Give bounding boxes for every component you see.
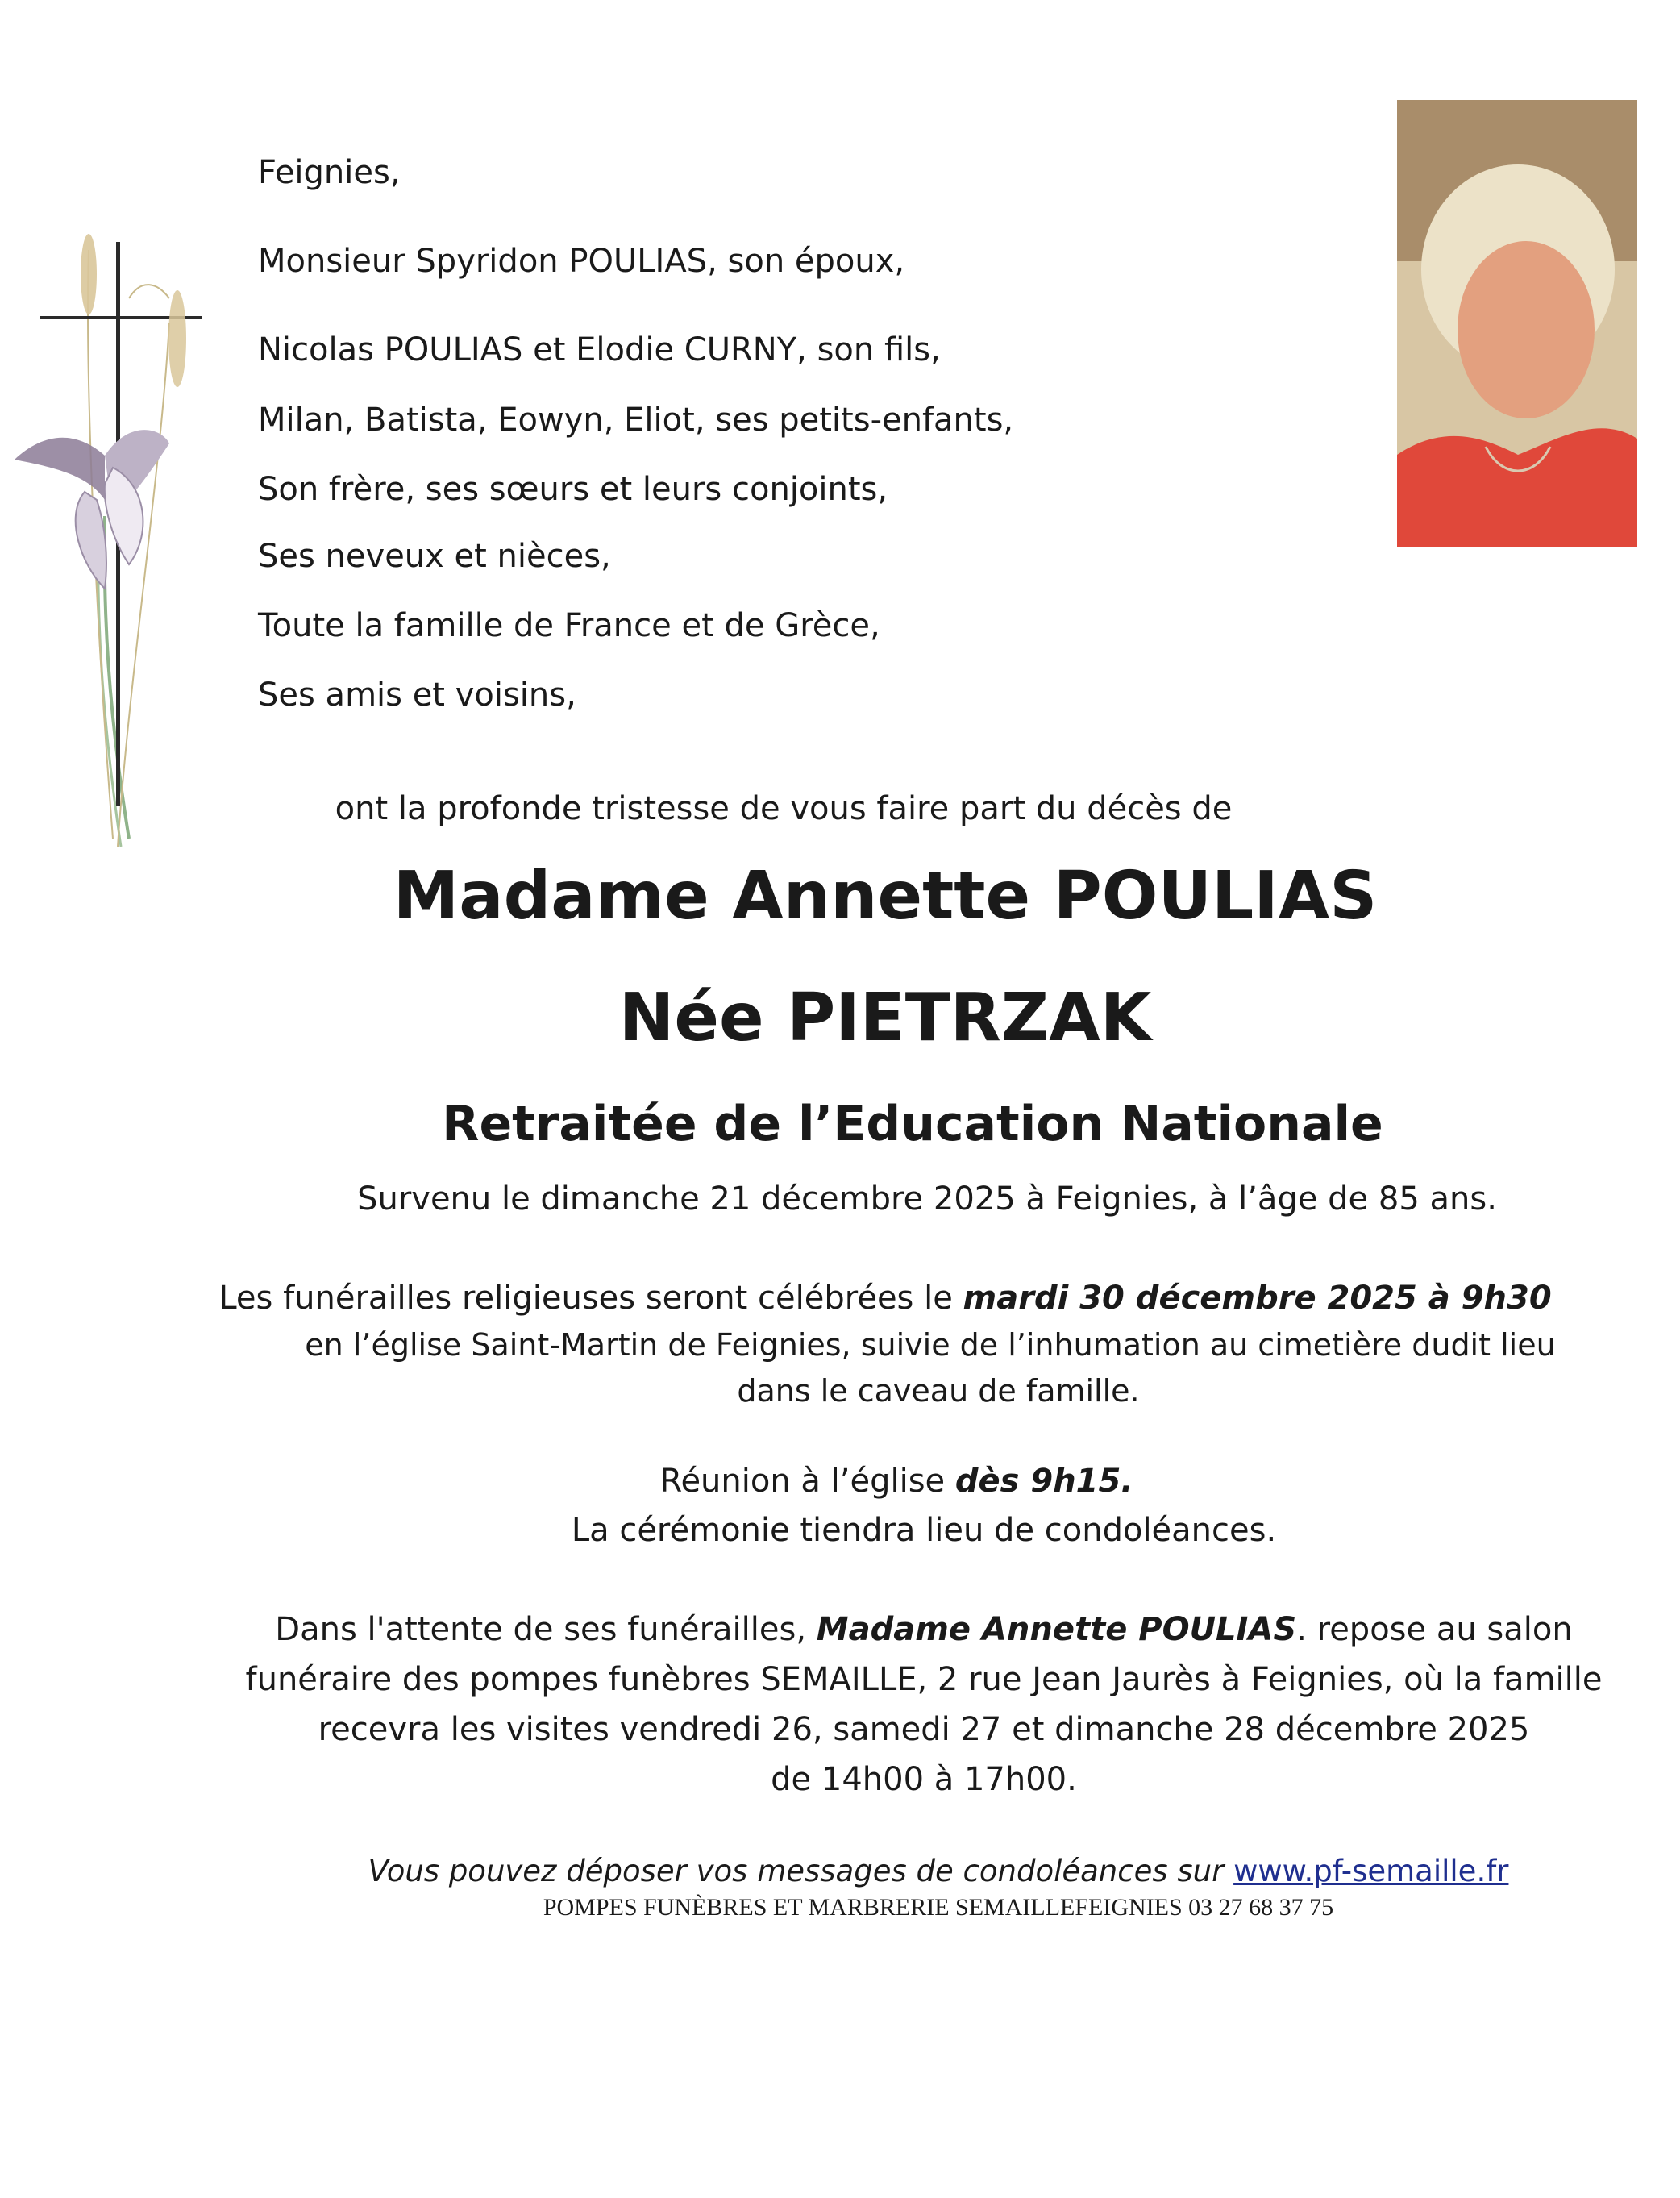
meeting-prefix: Réunion à l’église: [659, 1463, 955, 1500]
visits-prefix: Dans l'attente de ses funérailles,: [275, 1611, 817, 1648]
company-footer: POMPES FUNÈBRES ET MARBRERIE SEMAILLEFEIGNIES 03 27 68 37 75: [543, 1894, 1334, 1921]
funeral-date: mardi 30 décembre 2025 à 9h30: [963, 1280, 1552, 1317]
visits-line-4: de 14h00 à 17h00.: [771, 1761, 1077, 1798]
visits-line-2: funéraire des pompes funèbres SEMAILLE, 2 rue Jean Jaurès à Feignies, où la famille: [245, 1661, 1603, 1698]
family-line-son: Nicolas POULIAS et Elodie CURNY, son fils,: [258, 331, 941, 368]
visits-suffix: . repose au salon: [1296, 1611, 1573, 1648]
visits-name: Madame Annette POULIAS: [816, 1611, 1297, 1648]
portrait-photo: [1397, 100, 1637, 547]
visits-line-3: recevra les visites vendredi 26, samedi 27 et dimanche 28 décembre 2025: [318, 1711, 1530, 1748]
family-line-location: Feignies,: [258, 154, 401, 191]
family-line-nephews: Ses neveux et nièces,: [258, 538, 611, 575]
family-line-siblings: Son frère, ses sœurs et leurs conjoints,: [258, 471, 888, 508]
intro-text: ont la profonde tristesse de vous faire part du décès de: [335, 790, 1233, 827]
family-line-friends: Ses amis et voisins,: [258, 676, 576, 714]
family-line-spouse: Monsieur Spyridon POULIAS, son époux,: [258, 243, 905, 280]
profession-title: Retraitée de l’Education Nationale: [442, 1096, 1383, 1152]
funeral-prefix: Les funérailles religieuses seront célébrées le: [218, 1280, 963, 1317]
maiden-name: Née PIETRZAK: [618, 980, 1152, 1056]
death-details: Survenu le dimanche 21 décembre 2025 à Feignies, à l’âge de 85 ans.: [357, 1180, 1497, 1218]
footer-message-text: Vous pouvez déposer vos messages de condoléances sur: [368, 1854, 1234, 1888]
website-link[interactable]: www.pf-semaille.fr: [1233, 1854, 1509, 1888]
visits-line-1: [84, 1609, 1680, 1650]
meeting-time: dès 9h15.: [954, 1463, 1133, 1500]
family-line-family: Toute la famille de France et de Grèce,: [258, 607, 880, 644]
funeral-line-3: dans le caveau de famille.: [737, 1373, 1140, 1409]
meeting-line: [56, 1461, 1680, 1501]
cross-lily-icon: [8, 226, 218, 855]
footer-message: [98, 1853, 1680, 1890]
funeral-line-1: [45, 1278, 1680, 1318]
condolences-note: La cérémonie tiendra lieu de condoléances.: [571, 1512, 1277, 1549]
family-line-grandchildren: Milan, Batista, Eowyn, Eliot, ses petits-enfants,: [258, 402, 1014, 439]
deceased-name: Madame Annette POULIAS: [393, 858, 1378, 935]
funeral-line-2: en l’église Saint-Martin de Feignies, suivie de l’inhumation au cimetière dudit lieu: [305, 1327, 1556, 1363]
